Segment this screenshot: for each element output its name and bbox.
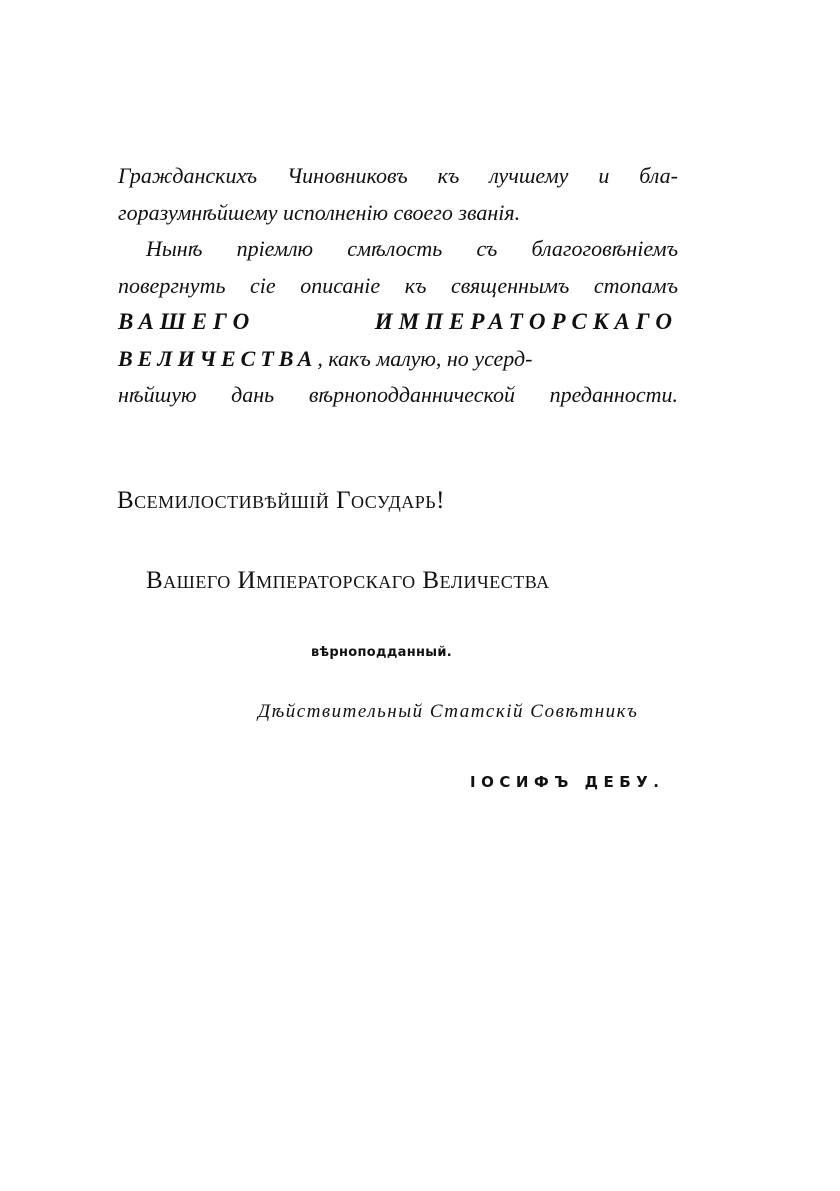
author-name: ІОСИФЪ ДЕБУ. (470, 773, 665, 791)
majesty-caps: ВЕЛИЧЕСТВА (118, 345, 318, 371)
dedication-line-5: ВАШЕГО ИМПЕРАТОРСКАГО (118, 309, 678, 334)
dedication-paragraph (118, 158, 678, 414)
dedication-line-1: Гражданскихъ Чиновниковъ къ лучшему и бла- (118, 163, 678, 188)
dedication-line-2: горазумнѣйшему исполненію своего званія. (118, 199, 521, 225)
dedication-line-7: нѣйшую дань вѣрноподданнической преданности. (118, 382, 678, 407)
salutation: Всемилостивѣйшій Государь! (117, 487, 445, 514)
dedication-line-6 (118, 341, 678, 378)
dedication-line-3: Нынѣ пріемлю смѣлость съ благоговѣніемъ (146, 236, 678, 261)
author-rank: Дѣйствительный Статскій Совѣтникъ (258, 701, 639, 722)
majesty-heading: Вашего Императорскаго Величества (146, 567, 550, 594)
dedication-line-6-rest: , какъ малую, но усерд- (317, 345, 533, 371)
dedication-line-4: повергнуть сіе описаніе къ священнымъ стопамъ (118, 272, 678, 298)
loyal-subject-line: вѣрноподданный. (311, 645, 452, 660)
